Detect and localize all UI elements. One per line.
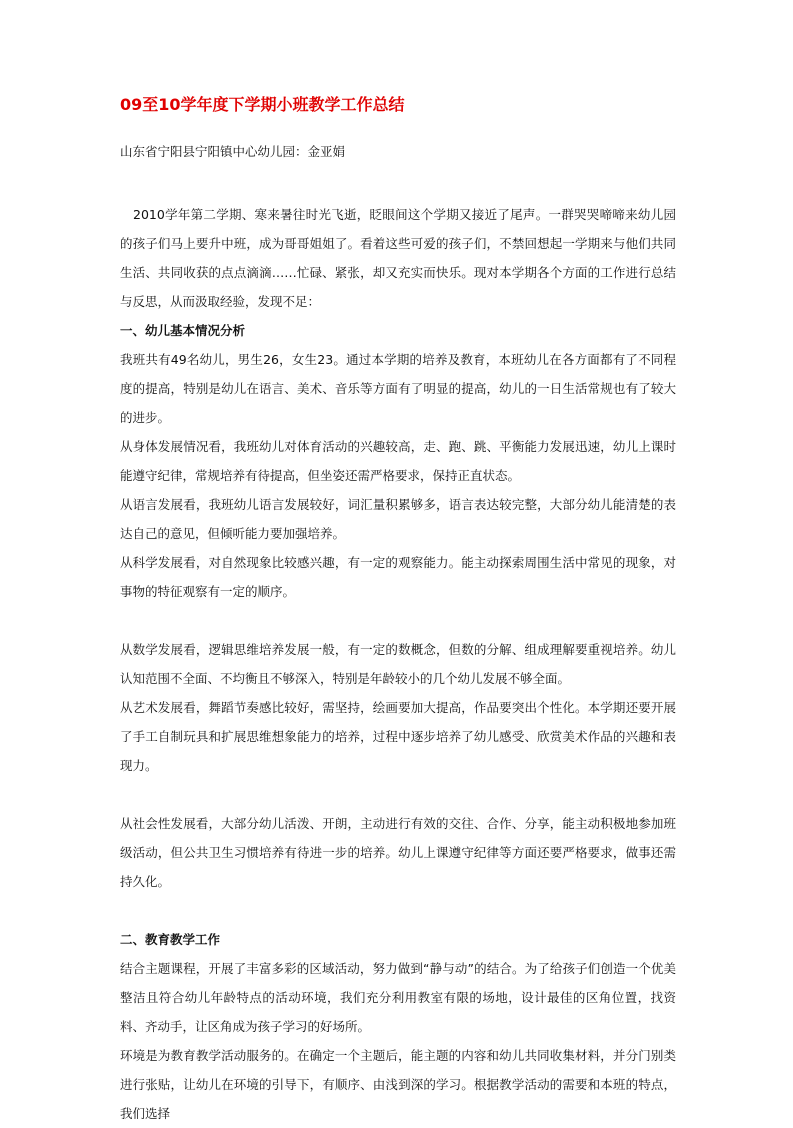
paragraph-gap: [120, 606, 676, 635]
paragraph-art-development: 从艺术发展看，舞蹈节奏感比较好，需坚持，绘画要加大提高，作品要突出个性化。本学期还要开展了手工自制玩具和扩展思维想象能力的培养，过程中逐步培养了幼儿感受、欣赏美术作品的兴趣和表现力。: [120, 700, 676, 773]
paragraph-class-overview: 我班共有49名幼儿，男生26，女生23。通过本学期的培养及教育，本班幼儿在各方面都有了不同程度的提高，特别是幼儿在语言、美术、音乐等方面有了明显的提高，幼儿的一日生活常规也有了较大的进步。: [120, 352, 676, 425]
paragraph-area-activities: 结合主题课程，开展了丰富多彩的区域活动，努力做到“静与动”的结合。为了给孩子们创造一个优美整洁且符合幼儿年龄特点的活动环境，我们充分利用教室有限的场地，设计最佳的区角位置，找资料、齐动手，让区角成为孩子学习的好场所。: [120, 961, 676, 1034]
document-body: [120, 200, 676, 1128]
paragraph-gap: [120, 896, 676, 925]
intro-paragraph: 2010学年第二学期、寒来暑往时光飞逝，眨眼间这个学期又接近了尾声。一群哭哭啼啼来幼儿园的孩子们马上要升中班，成为哥哥姐姐了。看着这些可爱的孩子们，不禁回想起一学期来与他们共同生活、共同收获的点点滴滴……忙碌、紧张，却又充实而快乐。现对本学期各个方面的工作进行总结与反思，从而汲取经验，发现不足：: [120, 207, 676, 309]
paragraph-physical-development: 从身体发展情况看，我班幼儿对体育活动的兴趣较高，走、跑、跳、平衡能力发展迅速，幼儿上课时能遵守纪律，常规培养有待提高，但坐姿还需严格要求，保持正直状态。: [120, 439, 676, 483]
paragraph-environment: 环境是为教育教学活动服务的。在确定一个主题后，能主题的内容和幼儿共同收集材料，并分门别类进行张贴，让幼儿在环境的引导下，有顺序、由浅到深的学习。根据教学活动的需要和本班的特点，我们选择: [120, 1048, 676, 1121]
paragraph-gap: [120, 780, 676, 809]
paragraph-math-development: 从数学发展看，逻辑思维培养发展一般，有一定的数概念，但数的分解、组成理解要重视培养。幼儿认知范围不全面、不均衡且不够深入，特别是年龄较小的几个幼儿发展不够全面。: [120, 642, 676, 686]
paragraph-science-development: 从科学发展看，对自然现象比较感兴趣，有一定的观察能力。能主动探索周围生活中常见的现象，对事物的特征观察有一定的顺序。: [120, 555, 676, 599]
section-heading-1: 一、幼儿基本情况分析: [120, 323, 246, 338]
document-author: 山东省宁阳县宁阳镇中心幼儿园：金亚娟: [120, 144, 346, 159]
paragraph-language-development: 从语言发展看，我班幼儿语言发展较好，词汇量积累够多，语言表达较完整，大部分幼儿能清楚的表达自己的意见，但倾听能力要加强培养。: [120, 497, 676, 541]
paragraph-social-development: 从社会性发展看，大部分幼儿活泼、开朗，主动进行有效的交往、合作、分享，能主动积极地参加班级活动，但公共卫生习惯培养有待进一步的培养。幼儿上课遵守纪律等方面还要严格要求，做事还需持久化。: [120, 816, 676, 889]
document-title: 09至10学年度下学期小班教学工作总结: [120, 95, 405, 114]
section-heading-2: 二、教育教学工作: [120, 932, 221, 947]
